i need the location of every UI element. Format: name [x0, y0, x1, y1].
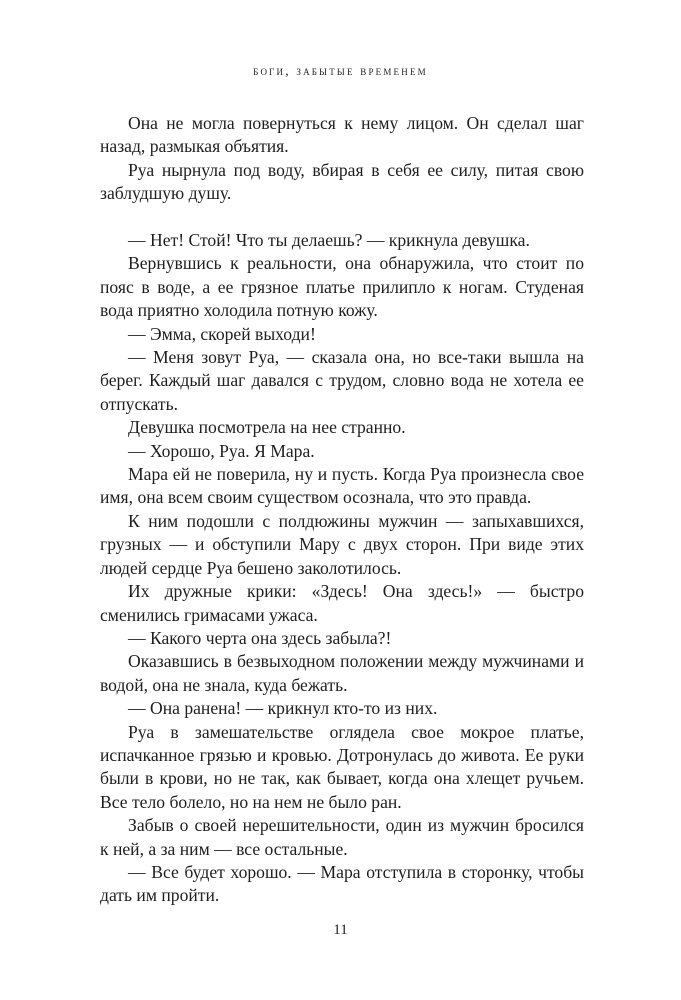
paragraph: Оказавшись в безвыходном положении между мужчинами и водой, она не знала, куда бежать. — [100, 651, 584, 695]
body-text — [100, 112, 584, 908]
paragraph: Она не могла повернуться к нему лицом. Он сделал шаг назад, размыкая объятия. — [100, 113, 584, 157]
paragraph: Мара ей не поверила, ну и пусть. Когда Руа произнесла свое имя, она всем своим существом осознала, что это правда. — [100, 464, 584, 508]
paragraph: — Какого черта она здесь забыла?! — [128, 627, 392, 648]
paragraph: Их дружные крики: «Здесь! Она здесь!» — быстро сменились гримасами ужаса. — [100, 581, 584, 625]
paragraph: Девушка посмотрела на нее странно. — [128, 417, 406, 438]
paragraph: К ним подошли с полдюжины мужчин — запыхавшихся, грузных — и обступили Мару с двух сторон. При виде этих людей сердце Руа бешено заколотилось. — [100, 510, 584, 578]
page-number: 11 — [333, 922, 348, 938]
paragraph: Вернувшись к реальности, она обнаружила, что стоит по пояс в воде, а ее грязное платье прилипло к ногам. Студеная вода приятно холодила потную кожу. — [100, 253, 584, 321]
paragraph: Забыв о своей нерешительности, один из мужчин бросился к ней, а за ним — все остальные. — [100, 815, 584, 859]
paragraph: — Все будет хорошо. — Мара отступила в сторонку, чтобы дать им пройти. — [100, 861, 584, 906]
paragraph: — Меня зовут Руа, — сказала она, но все-таки вышла на берег. Каждый шаг давался с трудом, словно вода не хотела ее отпускать. — [100, 347, 584, 414]
running-title: боги, забытые временем — [253, 63, 428, 78]
paragraph: — Она ранена! — крикнул кто-то из них. — [128, 698, 438, 719]
paragraph: Руа нырнула под воду, вбирая в себя ее силу, питая свою заблудшую душу. — [100, 159, 584, 204]
paragraph: — Эмма, скорей выходи! — [128, 323, 316, 344]
paragraph: — Нет! Стой! Что ты делаешь? — крикнула девушка. — [128, 230, 530, 251]
paragraph: — Хорошо, Руа. Я Мара. — [128, 440, 315, 461]
paragraph: Руа в замешательстве оглядела свое мокрое платье, испачканное грязью и кровью. Дотронулась до живота. Ее руки были в крови, но не так, как бывает, когда она хлещет ручьем. Все тело болело, но на нем не было ран. — [100, 721, 584, 812]
